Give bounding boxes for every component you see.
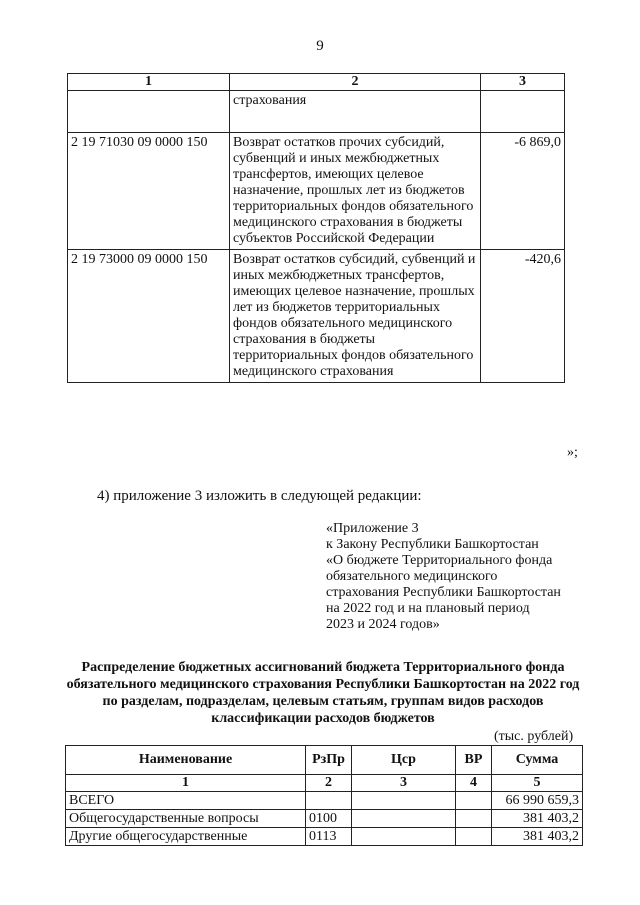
appendix-line: «Приложение 3 xyxy=(326,521,419,536)
appendix-line: 2023 и 2024 годов» xyxy=(326,617,440,632)
col-number: 3 xyxy=(352,775,456,792)
col-number: 5 xyxy=(492,775,583,792)
col-number: 4 xyxy=(456,775,492,792)
col-number: 2 xyxy=(306,775,352,792)
allocation-table-numbers xyxy=(66,775,583,792)
row-vr xyxy=(456,810,492,828)
appendix-line: «О бюджете Территориального фонда xyxy=(326,553,553,568)
row-text: Возврат остатков прочих субсидий, субвенций и иных межбюджетных трансфертов, имеющих целевое назначение, прошлых лет из бюджетов территориальных фондов обязательного медицинского страхования в бюджеты субъектов Российской Федерации xyxy=(230,133,481,250)
row-sum: 381 403,2 xyxy=(492,828,583,846)
header-col-2: 2 xyxy=(230,74,481,91)
row-vr xyxy=(456,828,492,846)
row-rzpr xyxy=(306,792,352,810)
header-rzpr: РзПр xyxy=(306,746,352,775)
row-code xyxy=(68,91,230,133)
appendix-line: к Закону Республики Башкортостан xyxy=(326,537,539,552)
page-number: 9 xyxy=(316,38,324,54)
table-row xyxy=(66,828,583,846)
row-code: 2 19 73000 09 0000 150 xyxy=(68,250,230,383)
row-csr xyxy=(352,828,456,846)
closing-quote: »; xyxy=(567,445,578,460)
allocation-table-header xyxy=(66,746,583,775)
table-row xyxy=(66,792,583,810)
appendix-heading xyxy=(326,521,596,633)
header-csr: Цср xyxy=(352,746,456,775)
header-name: Наименование xyxy=(66,746,306,775)
table-row xyxy=(68,250,565,383)
row-name: Другие общегосударственные xyxy=(66,828,306,846)
row-vr xyxy=(456,792,492,810)
row-text: Возврат остатков субсидий, субвенций и иных межбюджетных трансфертов, имеющих целевое назначение, прошлых лет из бюджетов территориальных фондов обязательного медицинского страхования в бюджеты территориальных фондов обязательного медицинского страхования xyxy=(230,250,481,383)
row-sum: 381 403,2 xyxy=(492,810,583,828)
row-csr xyxy=(352,810,456,828)
revenue-table-header xyxy=(68,74,565,91)
col-number: 1 xyxy=(66,775,306,792)
header-col-3: 3 xyxy=(481,74,565,91)
row-amount: -420,6 xyxy=(481,250,565,383)
table-row xyxy=(66,810,583,828)
unit-label: (тыс. рублей) xyxy=(494,729,574,744)
appendix-line: обязательного медицинского xyxy=(326,569,498,584)
distribution-title: Распределение бюджетных ассигнований бюджета Территориального фонда обязательного медицинского страхования Республики Башкортостан на 2022 год по разделам, подразделам, целевым статьям, группам видов расходов классификации расходов бюджетов xyxy=(66,660,580,726)
header-sum: Сумма xyxy=(492,746,583,775)
paragraph-4: 4) приложение 3 изложить в следующей редакции: xyxy=(97,488,422,504)
allocation-table xyxy=(65,745,583,846)
row-sum: 66 990 659,3 xyxy=(492,792,583,810)
row-amount: -6 869,0 xyxy=(481,133,565,250)
revenue-table xyxy=(67,73,565,383)
row-text: страхования xyxy=(230,91,481,133)
row-rzpr: 0100 xyxy=(306,810,352,828)
row-code: 2 19 71030 09 0000 150 xyxy=(68,133,230,250)
row-name: Общегосударственные вопросы xyxy=(66,810,306,828)
header-col-1: 1 xyxy=(68,74,230,91)
table-row xyxy=(68,91,565,133)
row-csr xyxy=(352,792,456,810)
row-rzpr: 0113 xyxy=(306,828,352,846)
appendix-line: страхования Республики Башкортостан xyxy=(326,585,561,600)
header-vr: ВР xyxy=(456,746,492,775)
row-name: ВСЕГО xyxy=(66,792,306,810)
table-row xyxy=(68,133,565,250)
appendix-line: на 2022 год и на плановый период xyxy=(326,601,530,616)
row-amount xyxy=(481,91,565,133)
